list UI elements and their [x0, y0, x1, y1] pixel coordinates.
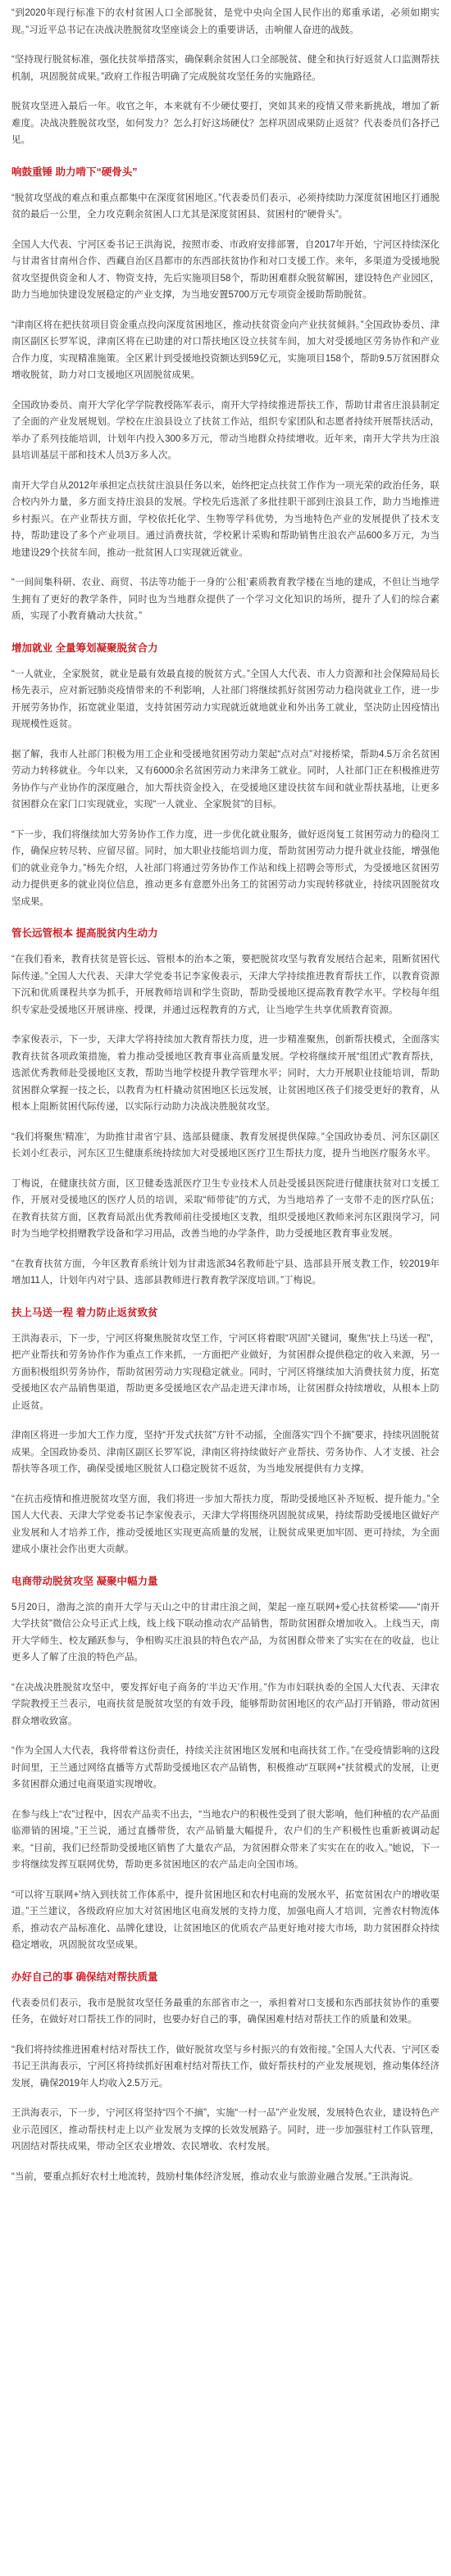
article-paragraph: 全国政协委员、南开大学化学学院教授陈军表示，南开大学持续推进帮扶工作，帮助甘肃省庄浪县制定了全面的产业发展规划。学校在庄浪县设立了扶贫工作站，组织专家团队和志愿者持续开展帮扶活动，举办了系列技能培训，计划年内投入300多万元，带动当地群众持续增收。近年来，南开大学共为庄浪县培训基层干部和技术人员3万多人次。 — [11, 400, 440, 460]
article-paragraph: “一间间集科研、农业、商贸、书法等功能于一身的‘公租’素质教育教学楼在当地的建成，不但让当地学生拥有了更好的教学条件，同时也为当地群众提供了一个学习文化知识的场所，提升了人们的综合素质，实现了小教育撬动大扶贫。” — [11, 578, 440, 621]
article-paragraph: 代表委员们表示，我市是脱贫攻坚任务最重的东部省市之一，承担着对口支援和东西部扶贫协作的重要任务，在做好对口帮扶工作的同时，也要办好自己的事，确保困难村结对帮扶工作的质量和效果。 — [11, 1998, 440, 2025]
article-paragraph: 南开大学自从2012年承担定点扶贫庄浪县任务以来，始终把定点扶贫工作作为一项光荣的政治任务，联合校内外力量，多方面支持庄浪县的发展。学校先后选派了多批挂职干部到庄浪县工作，助力当地推进乡村振兴。在产业帮扶方面，学校依托化学、生物等学科优势，为当地特色产业的发展提供了技术支持，帮助建设了多个产业项目。通过消费扶贫，学校累计采购和帮助销售庄浪农产品600多万元，为当地建设29个扶贫车间，推动一批贫困人口实现就近就业。 — [11, 480, 440, 558]
article-paragraph: 脱贫攻坚进入最后一年。收官之年，本来就有不少硬仗要打，突如其来的疫情又带来新挑战，增加了新难度。决战决胜脱贫攻坚，如何发力？怎么打好这场硬仗？怎样巩固成果防止返贫？代表委员们各抒己见。 — [11, 102, 440, 145]
section-heading: 办好自己的事 确保结对帮扶质量 — [11, 1971, 158, 1983]
article-paragraph: 全国人大代表、宁河区委书记王洪海说，按照市委、市政府安排部署，自2017年开始，宁河区持续深化与甘肃省甘南州合作、西藏自治区昌都市的东西部扶贫协作和对口支援工作。来年，多渠道为受援地脱贫攻坚提供资金和人才、物资支持，先后实施项目58个，帮助困难群众脱贫解困，建设特色产业园区，助力当地加快建设发展稳定的产业支撑，为当地安置5700万元专项资金援助帮助脱贫。 — [11, 239, 440, 300]
article-paragraph: “到2020年现行标准下的农村贫困人口全部脱贫，是党中央向全国人民作出的郑重承诺，必须如期实现。”习近平总书记在决战决胜脱贫攻坚座谈会上的重要讲话，击响催人奋进的战鼓。 — [11, 8, 440, 35]
article-paragraph: “作为全国人大代表，我将带着这份责任，持续关注贫困地区发展和电商扶贫工作。”在受疫情影响的这段时间里，王兰通过网络直播等方式帮助受援地区农产品销售，积极推动“互联网+”扶贫模式的发展，让更多贫困群众通过电商渠道实现增收。 — [11, 1746, 440, 1789]
article-paragraph: “当前，要重点抓好农村土地流转，鼓励村集体经济发展，推动农业与旅游业融合发展。”王洪海说。 — [11, 2171, 419, 2182]
article-paragraph: “下一步，我们将继续加大劳务协作工作力度，进一步优化就业服务，做好返岗复工贫困劳动力的稳岗工作，确保应转尽转、应留尽留。同时，加大职业技能培训力度，帮助贫困劳动力提升就业技能，增强他们的就业竞争力。”杨先介绍，人社部门将通过劳务协作工作站和线上招聘会等形式，为受援地区贫困劳动力提供更多的就业岗位信息，推动更多有意愿外出务工的贫困劳动力实现转移就业，持续巩固脱贫攻坚成果。 — [11, 829, 440, 907]
section-heading: 扶上马送一程 着力防止返贫致贫 — [11, 1306, 158, 1318]
article-paragraph: 5月20日，渤海之滨的南开大学与天山之中的甘肃庄浪之间，架起一座互联网+爱心扶贫桥梁——“南开大学扶贫”微信公众号正式上线，线上线下联动推动农产品销售，帮助贫困群众增加收入。上线当天，南开大学师生、校友踊跃参与，争相购买庄浪县的特色农产品，为贫困群众带来了实实在在的收益，也让更多人了解了庄浪的特色产品。 — [11, 1602, 440, 1662]
article-paragraph: 李家俊表示，下一步，天津大学将持续加大教育帮扶力度，进一步精准聚焦，创新帮扶模式，全面落实教育扶贫各项政策措施，着力推动受援地区教育事业高质量发展。学校将继续开展“组团式”教育帮扶，选派优秀教师赴受援地区支教，帮助当地学校提升教学管理水平；同时，大力开展职业技能培训，帮助贫困群众掌握一技之长，以教育为杠杆撬动贫困地区长远发展，让贫困地区孩子们接受更好的教育，从根本上阻断贫困代际传递，以实际行动助力决战决胜脱贫攻坚。 — [11, 1035, 440, 1112]
article-paragraph: “我们将持续推进困难村结对帮扶工作，做好脱贫攻坚与乡村振兴的有效衔接。”全国人大代表、宁河区委书记王洪海表示，宁河区将持续抓好困难村结对帮扶工作，做好帮扶村的产业发展规划，推动集体经济发展，确保2019年人均收入2.5万元。 — [11, 2044, 440, 2088]
section-heading: 响鼓重锤 助力啃下“硬骨头” — [11, 166, 138, 178]
article-paragraph: 津南区将进一步加大工作力度，坚持“开发式扶贫”方针不动摇，全面落实“四个不摘”要求，持续巩固脱贫成果。全国政协委员、津南区副区长罗军说，津南区将持续做好产业帮扶、劳务协作、人才支援、社会帮扶等各项工作，确保受援地区脱贫人口稳定脱贫不返贫，为当地发展提供有力支撑。 — [11, 1431, 440, 1474]
article-paragraph: “可以将‘互联网+’纳入到扶贫工作体系中，提升贫困地区和农村电商的发展水平，拓宽贫困农户的增收渠道。”王兰建议，各级政府应加大对贫困地区电商发展的支持力度，加强电商人才培训，完善农村物流体系，推动农产品标准化、品牌化建设，让贫困地区的优质农产品更好地对接大市场，助力贫困群众持续稳定增收，巩固脱贫攻坚成果。 — [11, 1889, 440, 1950]
section-heading: 电商带动脱贫攻坚 凝聚中幅力量 — [11, 1575, 158, 1587]
article-paragraph: 王洪海表示，下一步，宁河区将坚持“四个不摘”，实施“一村一品”产业发展，发展特色农业，建设特色产业示范园区，推动帮扶村走上以产业发展为支撑的长效发展路子。同时，进一步加强驻村工作队管理，巩固结对帮扶成果，带动全区农业增效、农民增收、农村发展。 — [11, 2108, 440, 2152]
article-paragraph: “坚持现行脱贫标准，强化扶贫举措落实，确保剩余贫困人口全部脱贫、健全和执行好返贫人口监测帮扶机制，巩固脱贫成果。”政府工作报告明确了完成脱贫攻坚任务的实施路径。 — [11, 55, 440, 82]
article-paragraph: “在教育扶贫方面，今年区教育系统计划为甘肃选派34名教师赴宁县、选部县开展支教工作，较2019年增加11人，计划年内对宁县、选部县教师进行教育教学深度培训。”丁梅说。 — [11, 1259, 440, 1286]
article-paragraph: “脱贫攻坚战的难点和重点都集中在深度贫困地区。”代表委员们表示，必须持续助力深度贫困地区打通脱贫的最后一公里，全力攻克剩余贫困人口尤其是深度贫困县、贫困村的“硬骨头”。 — [11, 193, 440, 220]
article-paragraph: “在我们看来，教育扶贫是管长远、管根本的治本之策，要把脱贫攻坚与教育发展结合起来，阻断贫困代际传递。”全国人大代表、天津大学党委书记李家俊表示，天津大学持续推进教育帮扶工作，以教育资源下沉和优质课程共享为抓手，开展教师培训和学生资助，帮助受援地区提高教育教学水平。学校每年组织专家赴受援地区开展讲座、授课，并通过远程教育的方式，让当地学生共享优质教育资源。 — [11, 955, 440, 1015]
article-paragraph: “在决战决胜脱贫攻坚中，要发挥好电子商务的‘半边天’作用。”作为市妇联执委的全国人大代表、天津农学院教授王兰表示，电商扶贫是脱贫攻坚的有效手段，能够帮助贫困地区的农产品打开销路，带动贫困群众增收致富。 — [11, 1682, 440, 1726]
article-paragraph: 在参与线上“农”过程中，因农产品卖不出去，“当地农户的积极性受到了很大影响，他们种植的农产品面临滞销的困境。”王兰说，通过直播带货，农产品销量大幅提升，农户们的生产积极性也重新被调动起来。“目前，我们已经帮助受援地区销售了大量农产品，为贫困群众带来了实实在在的收入。”她说，下一步将继续发挥互联网优势，帮助更多贫困地区的农产品走向全国市场。 — [11, 1809, 440, 1870]
article-paragraph: “我们将聚焦‘精准’，为助推甘肃省宁县、选部县健康、教育发展提供保障。”全国政协委员、河东区副区长刘小红表示，河东区卫生健康系统持续加大对受援地区医疗卫生帮扶力度，提升当地医疗服务水平。 — [11, 1132, 440, 1159]
article-paragraph: 王洪海表示，下一步，宁河区将聚焦脱贫攻坚工作，宁河区将着眼“巩固”关键词，聚焦“扶上马送一程”，把产业帮扶和劳务协作作为重点工作来抓，一方面把产业做好，为贫困群众提供稳定的收入来源，另一方面积极组织劳务协作，帮助贫困劳动力实现稳定就业。同时，宁河区将继续加大消费扶贫力度，拓宽受援地区农产品销售渠道，帮助更多受援地区农产品走进天津市场，让贫困群众持续增收，从根本上防止返贫。 — [11, 1333, 440, 1411]
article-paragraph: 丁梅说，在健康扶贫方面，区卫健委选派医疗卫生专业技术人员赴受援县医院进行健康扶贫对口支援工作，开展对受援地区的医疗人员的培训，采取“师带徒”的方式，为当地培养了一支带不走的医疗队伍；在教育扶贫方面，区教育局派出优秀教师前往受援地区支教，组织受援地区教师来河东区跟岗学习，同时为当地学校捐赠教学设备和学习用品，改善当地的办学条件，助力受援地区教育事业发展。 — [11, 1178, 440, 1239]
section-heading: 增加就业 全量筹划凝聚脱贫合力 — [11, 642, 158, 654]
article-paragraph: 据了解，我市人社部门积极为用工企业和受援地贫困劳动力架起“点对点”对接桥梁，帮助4.5万余名贫困劳动力转移就业。今年以来，又有6000余名贫困劳动力来津务工就业。同时，人社部门正在积极推进劳务协作与产业协作的深度融合，加大帮扶资金投入，在受援地区建设扶贫车间和就业帮扶基地，让更多贫困群众在家门口实现就业，实现“一人就业、全家脱贫”的目标。 — [11, 749, 440, 810]
article-paragraph: “在抗击疫情和推进脱贫攻坚方面，我们将进一步加大帮扶力度，帮助受援地区补齐短板、提升能力。”全国人大代表、天津大学党委书记李家俊表示，天津大学将围绕巩固脱贫成果，持续帮助受援地区做好产业发展和人才培养工作，推动受援地区实现更高质量的发展，让脱贫成果更加牢固、更可持续，为全面建成小康社会作出更大贡献。 — [11, 1494, 440, 1554]
article-paragraph: “一人就业，全家脱贫，就业是最有效最直接的脱贫方式。”全国人大代表、市人力资源和社会保障局局长杨先表示，应对新冠肺炎疫情带来的不利影响，人社部门将继续抓好贫困劳动力稳岗就业工作，进一步开展劳务协作，拓宽就业渠道，支持贫困劳动力实现就近就地就业和外出务工就业，坚决防止因疫情出现规模性返贫。 — [11, 669, 440, 729]
section-heading: 管长远管根本 提高脱贫内生动力 — [11, 927, 158, 939]
article-paragraph: “津南区将在把扶贫项目资金重点投向深度贫困地区，推动扶贫资金向产业扶贫倾斜。”全国政协委员、津南区副区长罗军说，津南区将在已助建的对口帮扶地区设立扶贫车间，加大对受援地区劳务协作和产业合作力度，实现精准施策。全区累计到受援地投资额达到59亿元，实施项目158个，帮助9.5万贫困群众增收脱贫，助力对口支援地区巩固脱贫成果。 — [11, 320, 440, 380]
